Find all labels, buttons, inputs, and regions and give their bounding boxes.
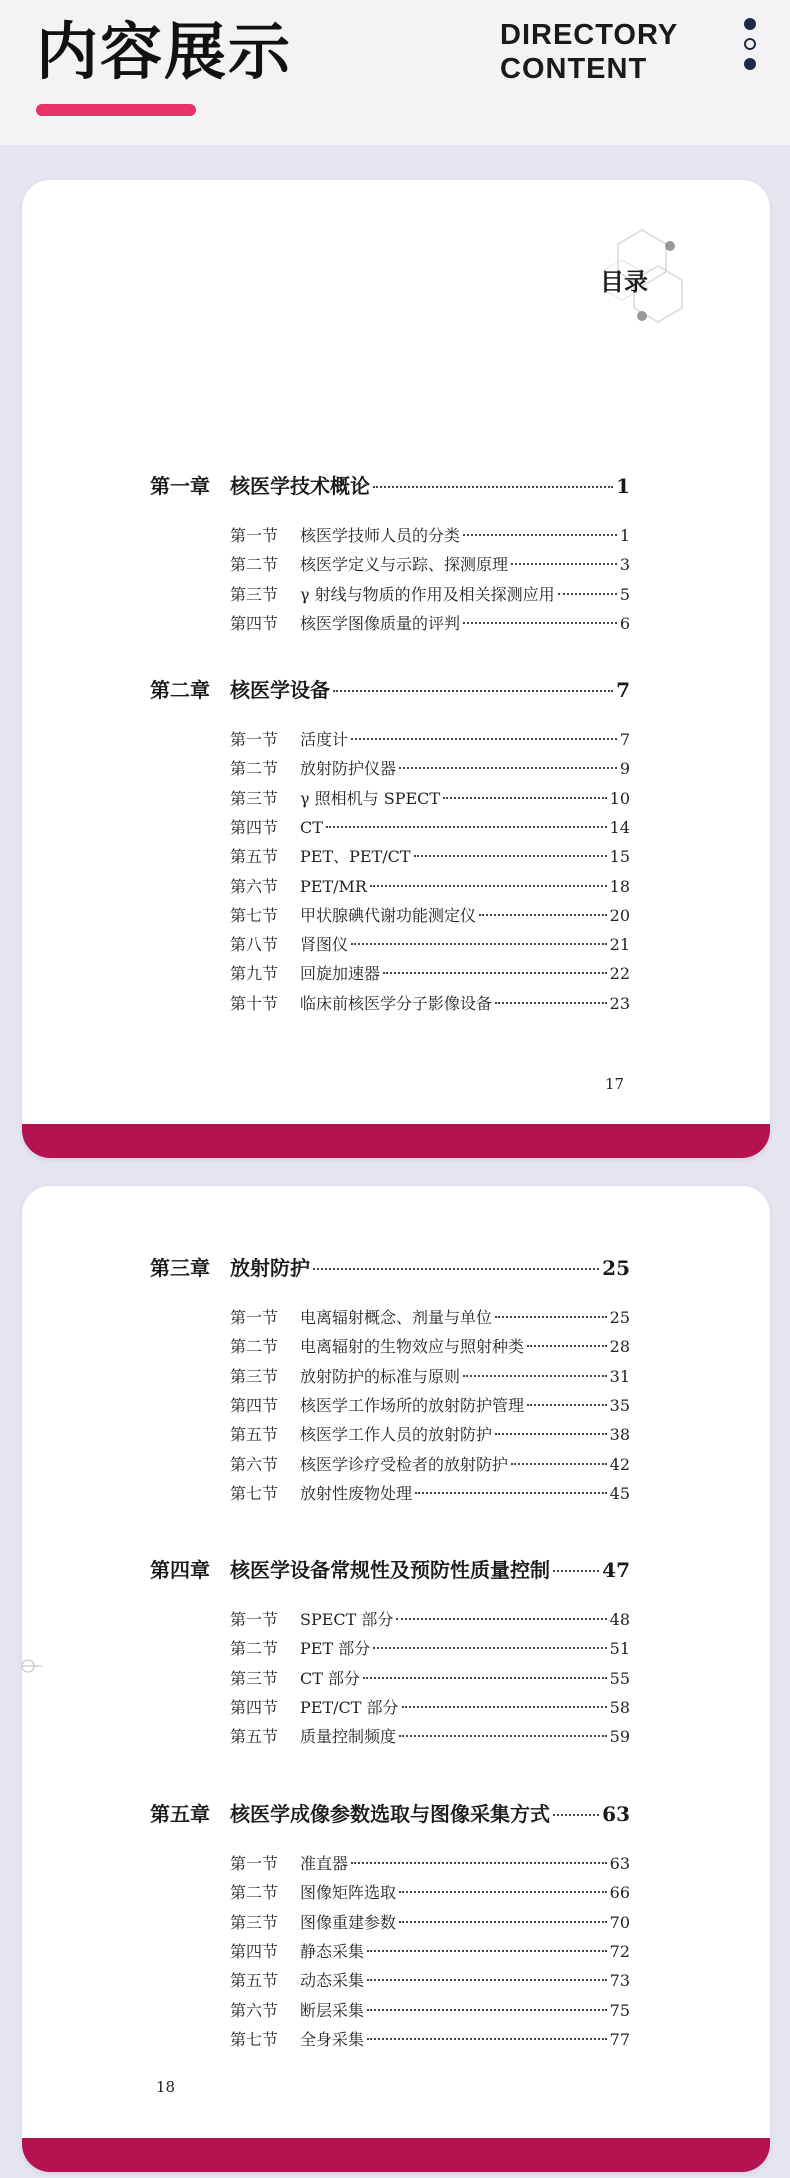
section-label: 第四节 (230, 1697, 279, 1717)
chapter-page-number: 1 (616, 474, 630, 498)
dot-leader (383, 972, 607, 974)
dot-leader (511, 1463, 607, 1465)
page-number: 18 (156, 2078, 176, 2096)
document-page-18 (22, 1186, 770, 2172)
page-bottom-band (22, 1124, 770, 1158)
dot-outline-icon (744, 38, 756, 50)
section-page-number: 42 (609, 1454, 630, 1474)
toc-section-row (230, 756, 630, 779)
section-label: 第八节 (230, 935, 279, 955)
chapter-title: 放射防护 (230, 1256, 310, 1280)
toc-section-row (230, 611, 630, 634)
section-title: 甲状腺碘代谢功能测定仪 (300, 905, 477, 925)
dot-leader (367, 1950, 607, 1952)
dot-leader (396, 1618, 606, 1620)
toc-heading: 目录 (600, 267, 648, 296)
section-page-number: 31 (609, 1366, 630, 1386)
section-label: 第一节 (230, 730, 279, 749)
section-label: 第一节 (230, 1610, 279, 1629)
toc-section-row (230, 786, 630, 809)
decorative-dots (744, 18, 760, 78)
toc-section-row (230, 844, 630, 867)
section-label: 第一节 (230, 1308, 279, 1327)
dot-leader (370, 885, 607, 887)
section-page-number: 38 (609, 1425, 630, 1445)
section-title: 临床前核医学分子影像设备 (300, 993, 493, 1013)
toc-section-row (230, 903, 630, 926)
toc-section-row (230, 1910, 630, 1933)
section-page-number: 58 (609, 1697, 630, 1717)
dot-leader (495, 1433, 607, 1435)
dot-leader (399, 1891, 607, 1893)
header-banner (0, 0, 790, 145)
section-label: 第四节 (230, 1941, 279, 1961)
section-label: 第二节 (230, 1883, 279, 1903)
chapter-title: 核医学设备 (230, 678, 330, 702)
toc-section-row (230, 1851, 630, 1874)
chapter-label: 第五章 (150, 1802, 210, 1826)
dot-leader (367, 2038, 607, 2040)
section-title: PET 部分 (300, 1639, 371, 1659)
toc-section-row (230, 1666, 630, 1689)
toc-section-row (230, 991, 630, 1014)
section-label: 第一节 (230, 1854, 279, 1873)
dot-leader (399, 767, 617, 769)
toc-section-row (230, 552, 630, 575)
section-label: 第二节 (230, 759, 279, 779)
dot-leader (443, 797, 607, 799)
chapter-title: 核医学技术概论 (230, 474, 370, 498)
page-bottom-band (22, 2138, 770, 2172)
section-title: 图像矩阵选取 (300, 1883, 397, 1903)
toc-section-row (230, 1880, 630, 1903)
section-label: 第五节 (230, 1425, 279, 1445)
dot-leader (373, 1647, 606, 1649)
section-title: 准直器 (300, 1854, 349, 1873)
section-title: 放射防护仪器 (300, 759, 397, 779)
dot-leader (558, 593, 617, 595)
section-title: 核医学技师人员的分类 (300, 526, 461, 545)
dot-leader (326, 826, 607, 828)
section-page-number: 59 (609, 1727, 630, 1747)
section-label: 第六节 (230, 2000, 279, 2020)
toc-section-row (230, 1393, 630, 1416)
section-page-number: 23 (609, 993, 630, 1013)
dot-leader (351, 1862, 607, 1864)
section-page-number: 70 (609, 1912, 630, 1932)
section-page-number: 35 (609, 1395, 630, 1415)
toc-section-row (230, 961, 630, 984)
chapter-title: 核医学设备常规性及预防性质量控制 (230, 1558, 550, 1582)
toc-chapter-row (150, 1554, 630, 1583)
toc-section-row (230, 1636, 630, 1659)
toc-section-row (230, 727, 630, 750)
section-label: 第六节 (230, 1454, 279, 1474)
section-title: 肾图仪 (300, 935, 349, 955)
section-title: PET/MR (300, 876, 367, 896)
section-page-number: 28 (609, 1337, 630, 1357)
toc-section-row (230, 1998, 630, 2021)
dot-leader (414, 855, 607, 857)
toc-section-row (230, 1939, 630, 1962)
section-title: 电离辐射概念、剂量与单位 (300, 1308, 493, 1327)
section-title: 放射防护的标准与原则 (300, 1366, 461, 1386)
toc-section-row (230, 932, 630, 955)
dot-leader (313, 1268, 599, 1270)
section-page-number: 20 (609, 905, 630, 925)
section-page-number: 66 (609, 1883, 630, 1903)
dot-leader (363, 1677, 607, 1679)
chapter-page-number: 25 (602, 1256, 630, 1280)
section-title: 动态采集 (300, 1971, 365, 1991)
section-title: γ 照相机与 SPECT (300, 788, 441, 808)
section-label: 第七节 (230, 2029, 279, 2049)
section-label: 第六节 (230, 876, 279, 896)
section-page-number: 51 (609, 1639, 630, 1659)
section-page-number: 7 (619, 730, 630, 749)
toc-section-row (230, 1452, 630, 1475)
section-label: 第三节 (230, 788, 279, 808)
section-page-number: 72 (609, 1941, 630, 1961)
section-page-number: 21 (609, 935, 630, 955)
toc-section-row (230, 582, 630, 605)
dot-leader (463, 1375, 607, 1377)
section-label: 第四节 (230, 1395, 279, 1415)
english-subtitle-line1: DIRECTORY (500, 19, 679, 51)
dot-leader (527, 1404, 607, 1406)
section-page-number: 1 (619, 526, 630, 545)
english-subtitle (500, 18, 678, 86)
section-page-number: 45 (609, 1483, 630, 1503)
dot-leader (367, 1979, 607, 1981)
toc-section-row (230, 815, 630, 838)
toc-section-row (230, 1968, 630, 1991)
crop-mark-icon (22, 1656, 42, 1676)
toc-chapter-row (150, 674, 630, 703)
section-label: 第四节 (230, 817, 279, 837)
chapter-label: 第一章 (150, 474, 210, 498)
section-page-number: 48 (609, 1610, 630, 1629)
dot-leader (367, 2009, 607, 2011)
section-page-number: 22 (609, 964, 630, 984)
section-title: 静态采集 (300, 1941, 365, 1961)
toc-section-row (230, 1305, 630, 1328)
section-title: 回旋加速器 (300, 964, 381, 984)
chapter-title: 核医学成像参数选取与图像采集方式 (230, 1802, 550, 1826)
section-label: 第九节 (230, 964, 279, 984)
section-page-number: 14 (609, 817, 630, 837)
dot-leader (399, 1921, 607, 1923)
chapter-label: 第三章 (150, 1256, 210, 1280)
section-title: 断层采集 (300, 2000, 365, 2020)
toc-section-row (230, 2027, 630, 2050)
toc-chapter-row (150, 1252, 630, 1281)
toc-section-row (230, 523, 630, 546)
toc-section-row (230, 1607, 630, 1630)
dot-leader (479, 914, 607, 916)
dot-leader (463, 622, 617, 624)
section-title: γ 射线与物质的作用及相关探测应用 (300, 584, 555, 604)
section-label: 第十节 (230, 993, 279, 1013)
dot-leader (351, 738, 617, 740)
toc-chapter-row (150, 1798, 630, 1827)
section-page-number: 77 (609, 2029, 630, 2049)
section-label: 第二节 (230, 555, 279, 575)
section-label: 第五节 (230, 847, 279, 867)
chapter-label: 第四章 (150, 1558, 210, 1582)
section-label: 第三节 (230, 584, 279, 604)
section-page-number: 73 (609, 1971, 630, 1991)
section-label: 第三节 (230, 1366, 279, 1386)
toc-section-row (230, 1334, 630, 1357)
dot-filled-icon (744, 58, 756, 70)
dot-leader (495, 1316, 607, 1318)
section-title: 活度计 (300, 730, 349, 749)
section-title: 电离辐射的生物效应与照射种类 (300, 1337, 525, 1357)
section-title: PET、PET/CT (300, 847, 411, 867)
dot-leader (333, 690, 613, 692)
dot-leader (553, 1814, 599, 1816)
dot-leader (373, 486, 613, 488)
dot-leader (553, 1570, 599, 1572)
section-title: 放射性废物处理 (300, 1483, 413, 1503)
section-page-number: 63 (609, 1854, 630, 1873)
section-page-number: 55 (609, 1668, 630, 1688)
section-label: 第二节 (230, 1639, 279, 1659)
toc-section-row (230, 1364, 630, 1387)
section-page-number: 6 (619, 613, 630, 633)
section-title: 图像重建参数 (300, 1912, 397, 1932)
section-title: 全身采集 (300, 2029, 365, 2049)
section-page-number: 9 (619, 759, 630, 779)
dot-leader (527, 1345, 607, 1347)
section-page-number: 5 (619, 584, 630, 604)
page-title: 内容展示 (36, 15, 293, 88)
section-page-number: 10 (609, 788, 630, 808)
section-title: 质量控制频度 (300, 1727, 397, 1747)
section-title: CT 部分 (300, 1668, 361, 1688)
section-label: 第四节 (230, 613, 279, 633)
section-label: 第七节 (230, 1483, 279, 1503)
section-label: 第二节 (230, 1337, 279, 1357)
dot-filled-icon (744, 18, 756, 30)
toc-section-row (230, 1724, 630, 1747)
dot-leader (415, 1492, 607, 1494)
section-label: 第三节 (230, 1912, 279, 1932)
section-title: PET/CT 部分 (300, 1697, 399, 1717)
section-title: 核医学图像质量的评判 (300, 613, 461, 633)
section-title: CT (300, 817, 323, 837)
chapter-page-number: 7 (616, 678, 630, 702)
section-title: 核医学工作人员的放射防护 (300, 1425, 493, 1445)
section-label: 第一节 (230, 526, 279, 545)
section-page-number: 15 (609, 847, 630, 867)
english-subtitle-line2: CONTENT (500, 53, 648, 85)
section-title: SPECT 部分 (300, 1610, 394, 1629)
toc-chapter-row (150, 470, 630, 499)
dot-leader (402, 1706, 607, 1708)
section-page-number: 3 (619, 555, 630, 575)
section-label: 第五节 (230, 1727, 279, 1747)
dot-leader (351, 943, 607, 945)
toc-section-row (230, 1422, 630, 1445)
dot-leader (463, 534, 617, 536)
section-page-number: 18 (609, 876, 630, 896)
section-page-number: 75 (609, 2000, 630, 2020)
toc-section-row (230, 1695, 630, 1718)
section-page-number: 25 (609, 1308, 630, 1327)
section-title: 核医学定义与示踪、探测原理 (300, 555, 509, 575)
title-underline-bar (36, 104, 196, 116)
document-page-17 (22, 180, 770, 1158)
dot-leader (511, 563, 617, 565)
dot-leader (495, 1002, 607, 1004)
toc-section-row (230, 874, 630, 897)
section-title: 核医学工作场所的放射防护管理 (300, 1395, 525, 1415)
section-label: 第五节 (230, 1971, 279, 1991)
chapter-label: 第二章 (150, 678, 210, 702)
section-label: 第七节 (230, 905, 279, 925)
page-number: 17 (605, 1075, 625, 1093)
section-label: 第三节 (230, 1668, 279, 1688)
toc-section-row (230, 1481, 630, 1504)
chapter-page-number: 47 (602, 1558, 630, 1582)
section-title: 核医学诊疗受检者的放射防护 (300, 1454, 509, 1474)
dot-leader (399, 1735, 607, 1737)
chapter-page-number: 63 (602, 1802, 630, 1826)
